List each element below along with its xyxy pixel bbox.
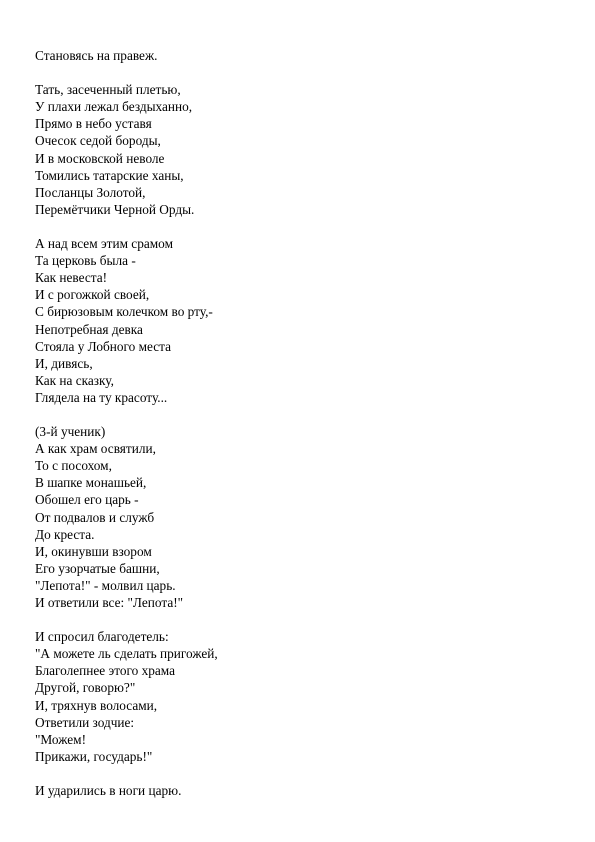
stanza-gap — [35, 765, 575, 782]
text-line: То с посохом, — [35, 458, 112, 474]
text-line: Его узорчатые башни, — [35, 560, 160, 576]
text-line: С бирюзовым колечком во рту,- — [35, 304, 213, 320]
text-line: Перемётчики Черной Орды. — [35, 201, 195, 217]
text-line: (3-й ученик) — [35, 424, 106, 440]
text-line: Посланцы Золотой, — [35, 184, 146, 200]
text-line: Та церковь была - — [35, 253, 136, 269]
stanza-gap — [35, 218, 575, 235]
text-line: И спросил благодетель: — [35, 629, 169, 645]
text-line: И с рогожкой своей, — [35, 287, 150, 303]
text-line: У плахи лежал бездыханно, — [35, 99, 193, 115]
text-line: От подвалов и служб — [35, 509, 155, 525]
text-line: Прикажи, государь!" — [35, 748, 153, 764]
text-line: И в московской неволе — [35, 150, 165, 166]
text-line: "Лепота!" - молвил царь. — [35, 577, 176, 593]
text-line: Как невеста! — [35, 270, 108, 286]
text-line: "Можем! — [35, 731, 86, 747]
text-line: А над всем этим срамом — [35, 236, 173, 252]
stanza — [35, 628, 575, 765]
text-line: Глядела на ту красоту... — [35, 389, 168, 405]
text-line: Непотребная девка — [35, 321, 143, 337]
stanza-gap — [35, 64, 575, 81]
text-line: Стояла у Лобного места — [35, 338, 172, 354]
text-line: Очесок седой бороды, — [35, 133, 161, 149]
text-line: И ответили все: "Лепота!" — [35, 595, 184, 610]
text-line: Другой, говорю?" — [35, 680, 136, 696]
poem-text — [35, 47, 575, 799]
stanza — [35, 81, 575, 218]
text-line: И ударились в ноги царю. — [35, 783, 182, 799]
text-line: Становясь на правеж. — [35, 48, 158, 63]
text-line: Обошел его царь - — [35, 492, 139, 508]
text-line: До креста. — [35, 526, 95, 542]
stanza-gap — [35, 406, 575, 423]
text-line: Ответили зодчие: — [35, 714, 135, 730]
text-line: Как на сказку, — [35, 372, 114, 388]
stanza — [35, 423, 575, 611]
text-line: И, дивясь, — [35, 355, 93, 371]
text-line: И, окинувши взором — [35, 543, 152, 559]
text-line: Прямо в небо уставя — [35, 116, 152, 132]
text-line: И, тряхнув волосами, — [35, 697, 158, 713]
stanza-gap — [35, 611, 575, 628]
stanza — [35, 782, 575, 799]
text-line: Благолепнее этого храма — [35, 663, 176, 679]
text-line: Тать, засеченный плетью, — [35, 82, 181, 98]
stanza — [35, 47, 575, 64]
text-line: В шапке монашьей, — [35, 475, 147, 491]
stanza — [35, 235, 575, 406]
text-line: А как храм освятили, — [35, 441, 156, 457]
text-line: "А можете ль сделать пригожей, — [35, 646, 218, 662]
text-line: Томились татарские ханы, — [35, 167, 184, 183]
